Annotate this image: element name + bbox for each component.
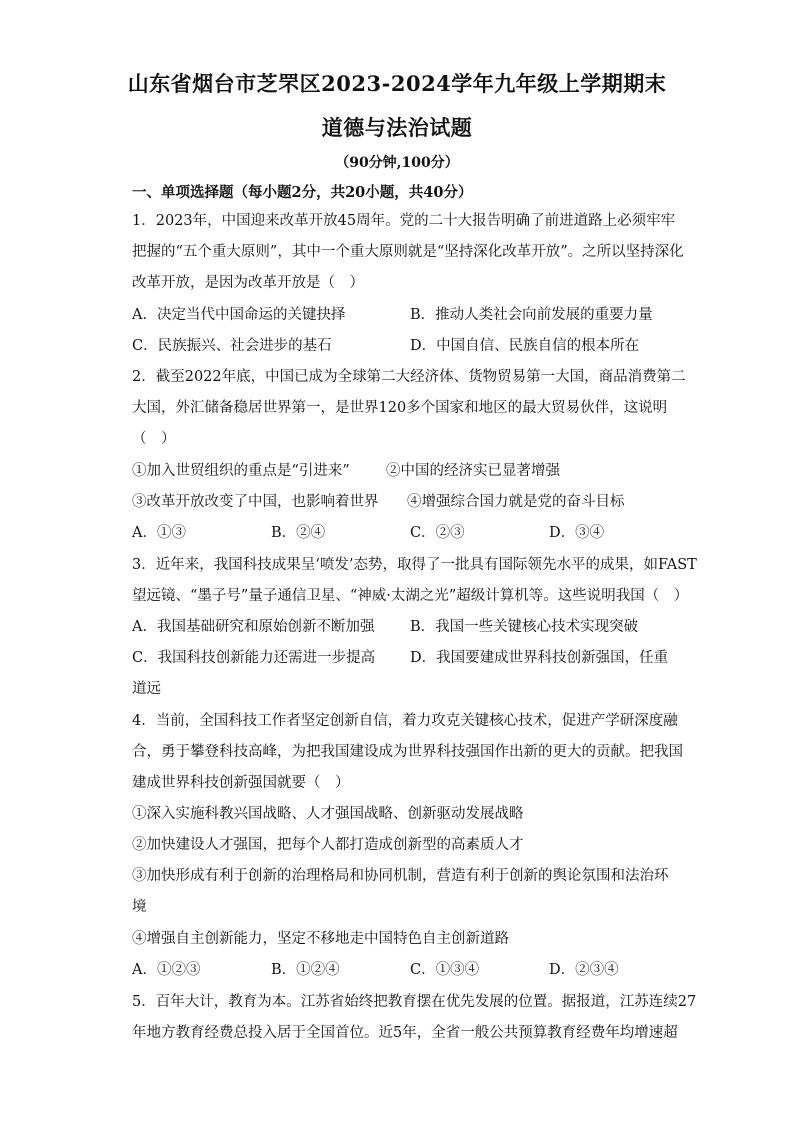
q2-line1: 2．截至2022年底，中国已成为全球第二大经济体、货物贸易第一大国，商品消费第二 bbox=[132, 369, 686, 385]
q3-line2: 望远镜、“墨子号”量子通信卫星、“神威·太湖之光”超级计算机等。这些说明我国（ ） bbox=[132, 588, 689, 604]
q4-option-b: B．①②④ bbox=[271, 962, 340, 978]
q1-option-d: D．中国自信、民族自信的根本所在 bbox=[410, 338, 640, 354]
q4-line2: 合，勇于攀登科技高峰，为把我国建设成为世界科技强国作出新的更大的贡献。把我国 bbox=[132, 744, 683, 760]
q2-option-d: D．③④ bbox=[549, 525, 605, 541]
q5-line2: 年地方教育经费总投入居于全国首位。近5年，全省一般公共预算教育经费年均增速超 bbox=[132, 1025, 678, 1041]
q3-option-b: B．我国一些关键核心技术实现突破 bbox=[410, 619, 639, 635]
q1-line2: 把握的“五个重大原则”，其中一个重大原则就是“坚持深化改革开放”。之所以坚持深化 bbox=[132, 244, 684, 260]
q4-line1: 4．当前，全国科技工作者坚定创新自信，着力攻克关键核心技术，促进产学研深度融 bbox=[132, 713, 678, 729]
q5-line1: 5．百年大计，教育为本。江苏省始终把教育摆在优先发展的位置。据报道，江苏连续27 bbox=[132, 994, 697, 1010]
q4-option-d: D．②③④ bbox=[549, 962, 619, 978]
q2-option-a: A．①③ bbox=[132, 525, 186, 541]
q1-option-b: B．推动人类社会向前发展的重要力量 bbox=[410, 307, 653, 323]
exam-subtitle: （90分钟,100分） bbox=[335, 155, 459, 171]
q4-item-3: ③加快形成有利于创新的治理格局和协同机制，营造有利于创新的舆论氛围和法治环 bbox=[132, 868, 669, 884]
q1-option-a: A．决定当代中国命运的关键抉择 bbox=[132, 307, 346, 323]
q2-line2: 大国，外汇储备稳居世界第一，是世界120多个国家和地区的最大贸易伙伴，这说明 bbox=[132, 400, 668, 416]
q4-item-4: ④增强自主创新能力，坚定不移地走中国特色自主创新道路 bbox=[132, 931, 509, 947]
q2-item-4: ④增强综合国力就是党的奋斗目标 bbox=[407, 494, 625, 510]
q4-option-a: A．①②③ bbox=[132, 962, 201, 978]
q2-option-c: C．②③ bbox=[410, 525, 465, 541]
q1-option-c: C．民族振兴、社会进步的基石 bbox=[132, 338, 332, 354]
q2-option-b: B．②④ bbox=[271, 525, 326, 541]
q4-line3: 建成世界科技创新强国就要（ ） bbox=[132, 775, 350, 791]
q2-line3: （ ） bbox=[132, 431, 176, 447]
q4-item-2: ②加快建设人才强国，把每个人都打造成创新型的高素质人才 bbox=[132, 837, 524, 853]
q1-line3: 改革开放，是因为改革开放是（ ） bbox=[132, 275, 364, 291]
q4-item-1: ①深入实施科教兴国战略、人才强国战略、创新驱动发展战略 bbox=[132, 806, 524, 822]
q3-option-d: D．我国要建成世界科技创新强国，任重 bbox=[410, 650, 669, 666]
q3-option-c: C．我国科技创新能力还需进一步提高 bbox=[132, 650, 376, 666]
section-heading: 一、单项选择题（每小题2分，共20小题，共40分） bbox=[132, 184, 473, 201]
q3-line1: 3．近年来，我国科技成果呈‘喷发’态势，取得了一批具有国际领先水平的成果，如FAST bbox=[132, 557, 697, 573]
q2-item-2: ②中国的经济实已显著增强 bbox=[386, 463, 560, 479]
q4-item-3-continued: 境 bbox=[132, 899, 147, 915]
q2-item-1: ①加入世贸组织的重点是“引进来” bbox=[132, 463, 350, 479]
exam-title-line2: 道德与法治试题 bbox=[321, 115, 473, 140]
q4-option-c: C．①③④ bbox=[410, 962, 480, 978]
q2-item-3: ③改革开放改变了中国，也影响着世界 bbox=[132, 494, 379, 510]
q3-option-d-continued: 道远 bbox=[132, 681, 161, 697]
q1-line1: 1．2023年，中国迎来改革开放45周年。党的二十大报告明确了前进道路上必须牢牢 bbox=[132, 213, 676, 229]
exam-title-line1: 山东省烟台市芝罘区2023-2024学年九年级上学期期末 bbox=[127, 71, 667, 96]
q3-option-a: A．我国基础研究和原始创新不断加强 bbox=[132, 619, 375, 635]
